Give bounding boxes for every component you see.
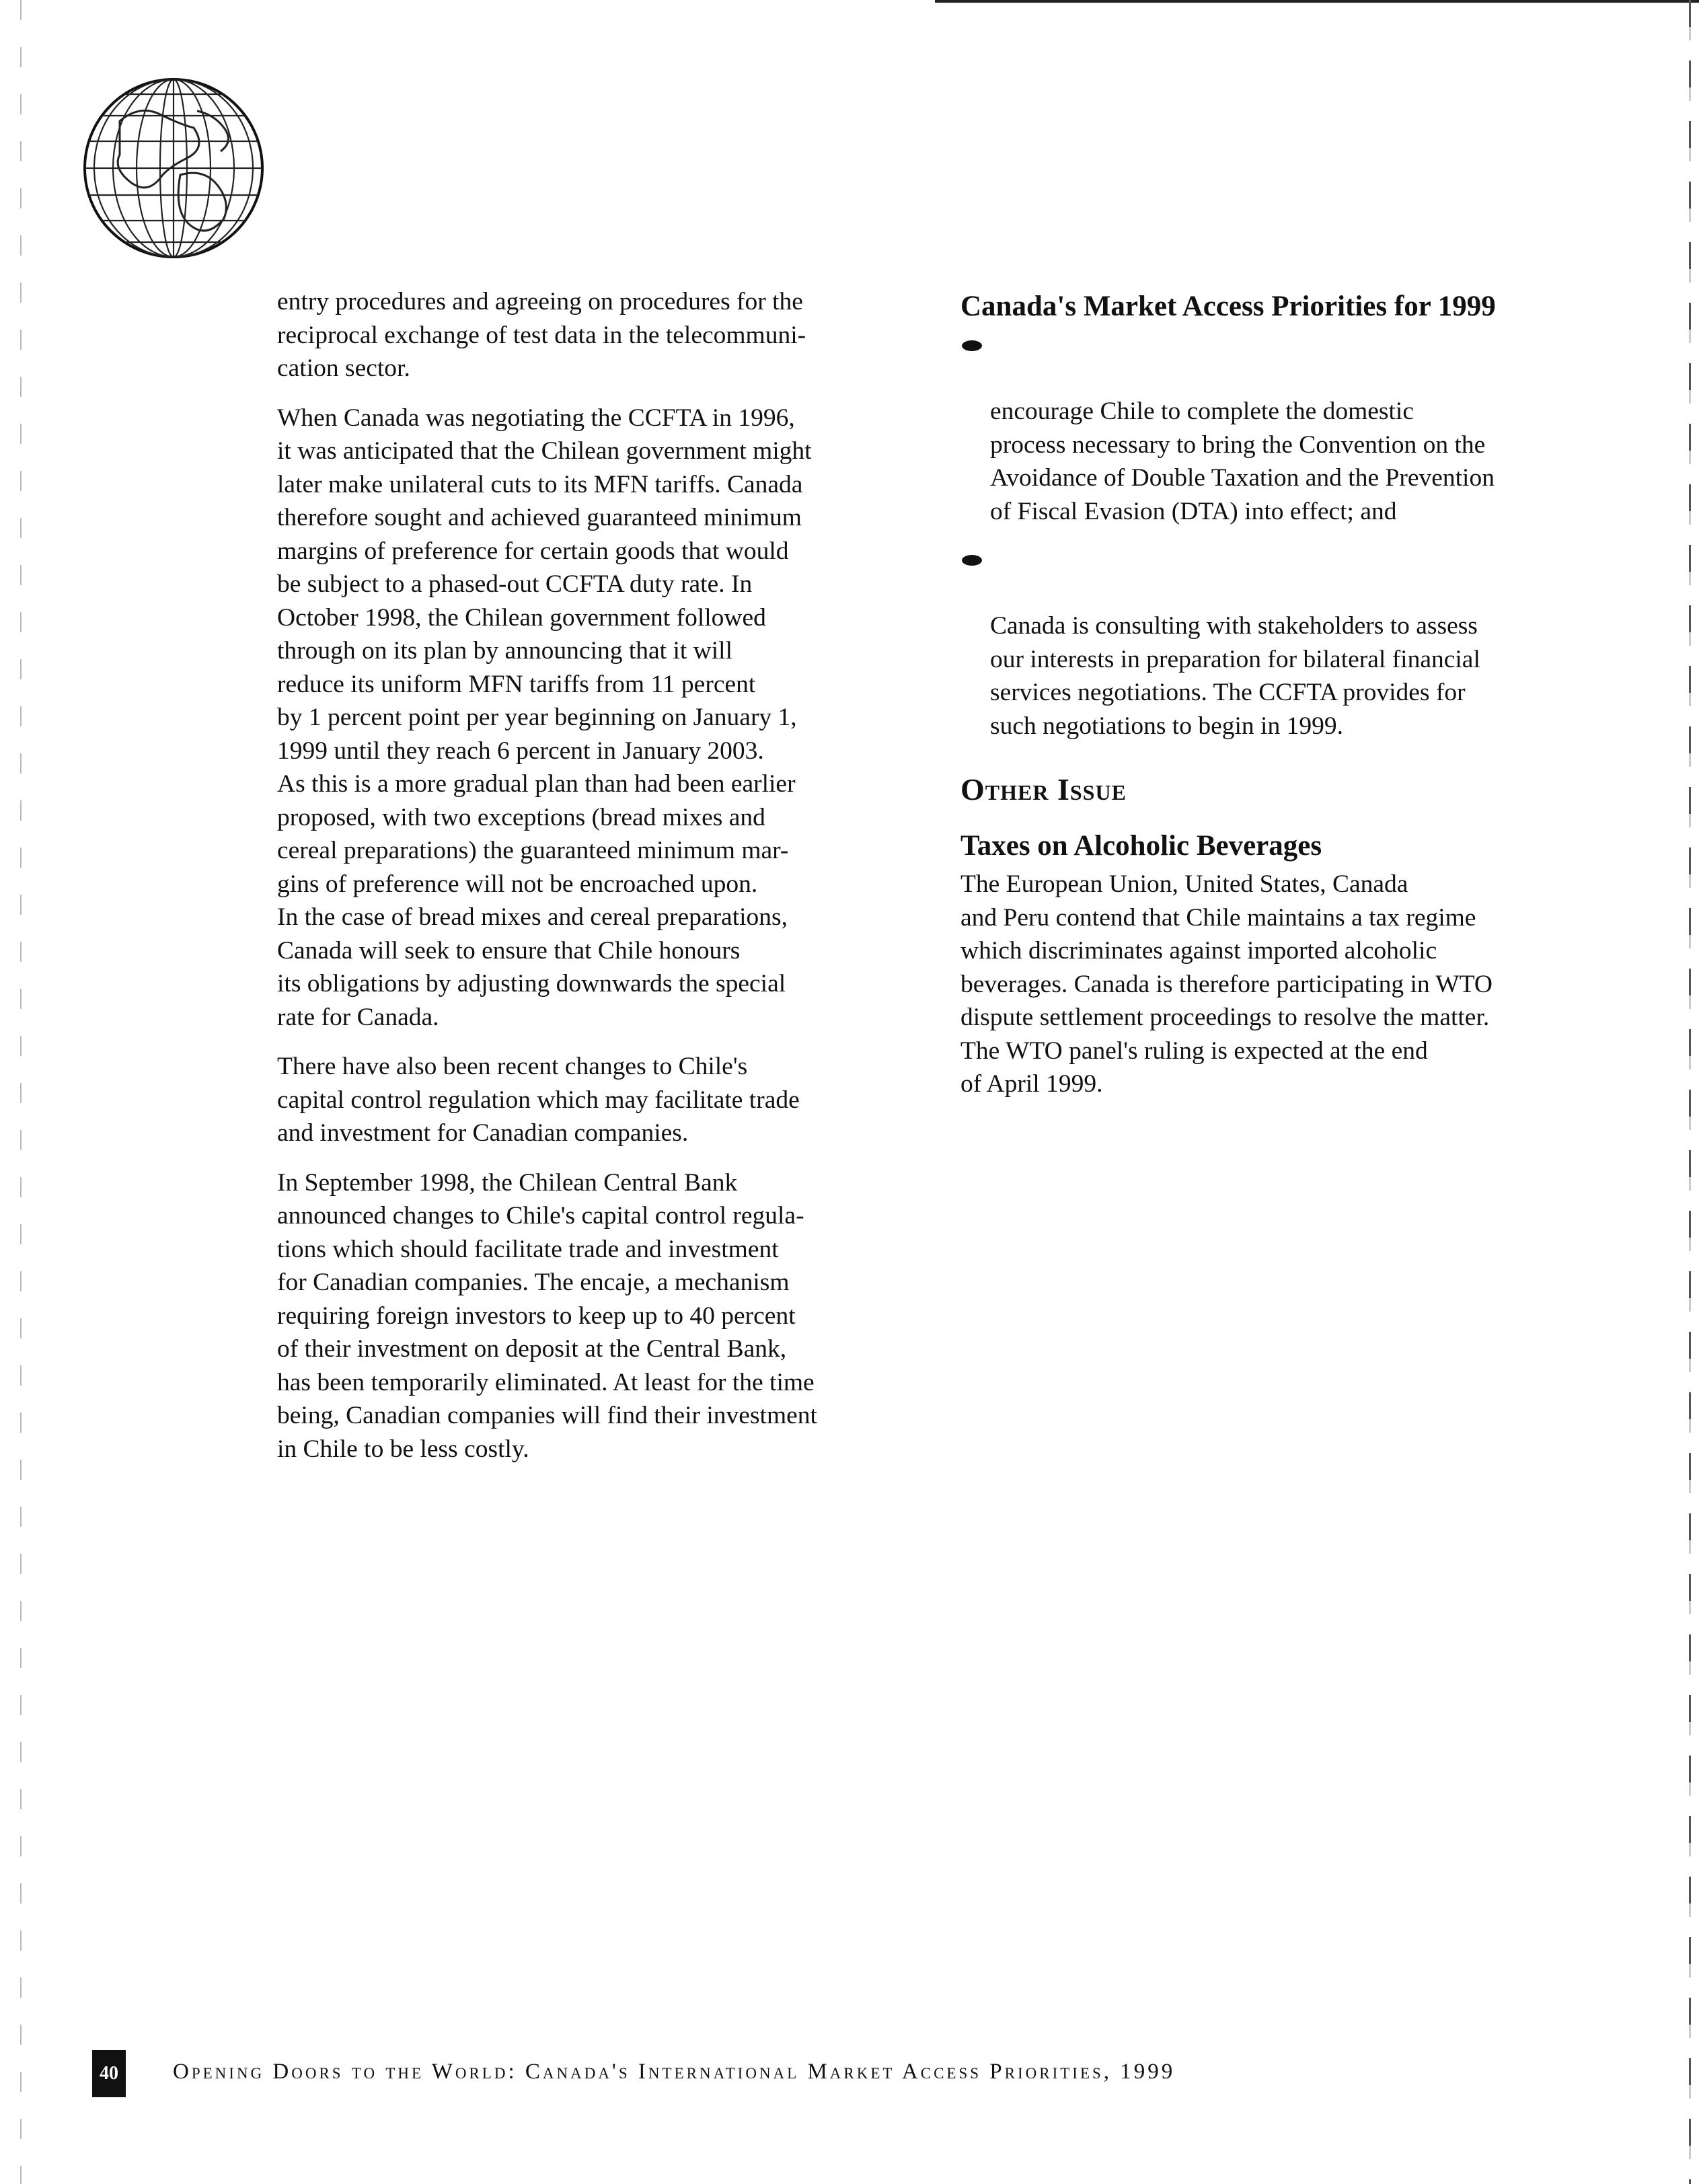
running-title: Opening Doors to the World: Canada's International Market Access Priorities, 1999 bbox=[173, 2060, 1176, 2084]
priorities-heading: Canada's Market Access Priorities for 1999 bbox=[960, 291, 1496, 322]
bullet-icon bbox=[962, 340, 982, 351]
paragraph-central-bank: In September 1998, the Chilean Central Bank announced changes to Chile's capital control regula- tions which should facilitate trade and investment for Canadian companies. The encaje, a mechanism requiring foreign investors to keep up to 40 percent of their investment on deposit at the Central Bank, has been temporarily eliminated. At least for the time being, Canadian companies will find their investment in Chile to be less costly. bbox=[277, 1168, 817, 1463]
bullet-text: encourage Chile to complete the domestic process necessary to bring the Convention on the Avoidance of Double Taxation and the Prevention of Fiscal Evasion (DTA) into effect; and bbox=[990, 398, 1495, 525]
list-item bbox=[960, 543, 1566, 743]
paragraph-capital-control: There have also been recent changes to Chile's capital control regulation which may facilitate trade and investment for Canadian companies. bbox=[277, 1053, 800, 1147]
scan-edge-left bbox=[20, 0, 22, 2184]
bullet-text: Canada is consulting with stakeholders to assess our interests in preparation for bilateral financial services negotiations. The CCFTA provides for such negotiations to begin in 1999. bbox=[990, 612, 1480, 740]
list-item bbox=[960, 328, 1566, 528]
paragraph-entry-procedures: entry procedures and agreeing on procedures for the reciprocal exchange of test data in the telecommuni- cation sector. bbox=[277, 288, 806, 382]
alcohol-heading: Taxes on Alcoholic Beverages bbox=[960, 830, 1322, 862]
section-heading-other-issue: Other Issue bbox=[960, 772, 1127, 806]
paragraph-ccfta-negotiation: When Canada was negotiating the CCFTA in 1996, it was anticipated that the Chilean government might later make unilateral cuts to its MFN tariffs. Canada therefore sought and achieved guaranteed minimum margins of preference for certain goods that would be subject to a phased-out CCFTA duty rate. In October 1998, the Chilean government followed through on its plan by announcing that it will reduce its uniform MFN tariffs from 11 percent by 1 percent point per year beginning on January 1, 1999 until they reach 6 percent in January 2003. As this is a more gradual plan than had been earlier proposed, with two exceptions (bread mixes and cereal preparations) the guaranteed minimum mar- gins of preference will not be encroached upon. In the case of bread mixes and cereal preparations, Canada will seek to ensure that Chile honours its obligations by adjusting downwards the special rate for Canada. bbox=[277, 404, 812, 1031]
bullet-icon bbox=[962, 555, 982, 566]
globe-icon bbox=[79, 74, 268, 262]
page-footer bbox=[92, 2050, 1599, 2104]
paragraph-alcohol-taxes: The European Union, United States, Canada and Peru contend that Chile maintains a tax regime which discriminates against imported alcoholic beverages. Canada is therefore participating in WTO dispute settlement proceedings to resolve the matter. The WTO panel's ruling is expected at the end of April 1999. bbox=[960, 870, 1493, 1098]
right-column bbox=[960, 285, 1566, 1117]
priorities-list bbox=[960, 328, 1566, 743]
page-number: 40 bbox=[92, 2050, 126, 2097]
left-column bbox=[277, 285, 893, 1482]
top-rule bbox=[935, 0, 1699, 3]
scan-edge-right bbox=[1689, 0, 1691, 2184]
